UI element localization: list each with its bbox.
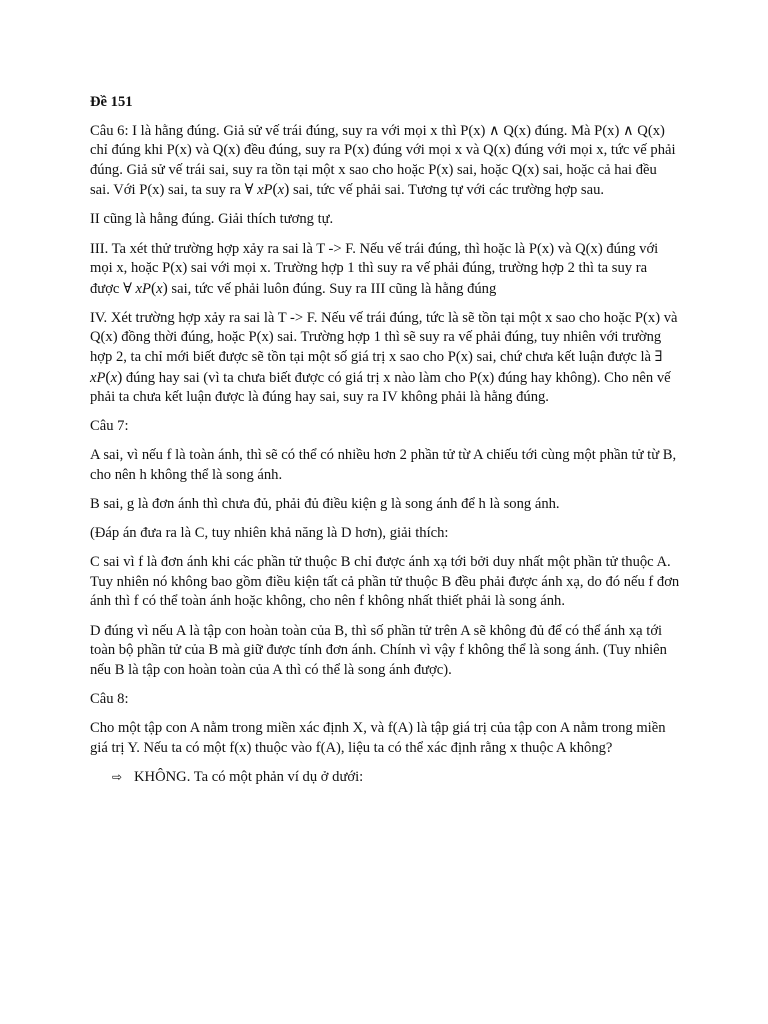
cau7-answer-d: D đúng vì nếu A là tập con hoàn toàn của B, thì số phần tử trên A sẽ không đủ để có thể ánh xạ tới toàn bộ phần tử của B mà giữ được tính đơn ánh. Chính vì vậy f không thể là song ánh. (Tuy nhiên nếu B là tập con hoàn toàn của A thì có thể là song ánh được).	[90, 622, 667, 678]
arrow-right-outline-icon: ⇨	[112, 769, 123, 784]
cau6-paragraph-2: II cũng là hằng đúng. Giải thích tương tự.	[90, 211, 334, 228]
cau6-paragraph-3: III. Ta xét thử trường hợp xảy ra sai là T -> F. Nếu vế trái đúng, thì hoặc là P(x) và Q(x) đúng với mọi x, hoặc P(x) sai với mọi x. Trường hợp 1 thì suy ra vế phải đúng, trường hợp 2 thì ta suy ra được ∀ xP(x) sai, tức vế phải luôn đúng. Suy ra III cũng là hằng đúng	[90, 240, 659, 297]
cau6-paragraph-4: IV. Xét trường hợp xảy ra sai là T -> F. Nếu vế trái đúng, tức là sẽ tồn tại một x sao cho hoặc P(x) và Q(x) đồng thời đúng, hoặc P(x) sai. Trường hợp 1 thì sẽ suy ra vế phải đúng, tuy nhiên với trường hợp 2, ta chỉ mới biết được sẽ tồn tại một số giá trị x sao cho P(x) sai, chứ chưa kết luận được là ∃ xP(x) đúng hay sai (vì ta chưa biết được có giá trị x nào làm cho P(x) đúng hay không). Cho nên vế phải ta chưa kết luận được là đúng hay sai, suy ra IV không phải là hằng đúng.	[90, 309, 678, 406]
cau8-answer-bullet	[112, 768, 680, 788]
document-title: Đề 151	[90, 94, 133, 110]
exists-formula: ∃ xP(x)	[90, 349, 663, 386]
cau7-heading: Câu 7:	[90, 418, 129, 435]
cau7-note: (Đáp án đưa ra là C, tuy nhiên khả năng là D hơn), giải thích:	[90, 525, 449, 542]
document-page	[90, 93, 680, 787]
cau7-answer-c: C sai vì f là đơn ánh khi các phần tử thuộc B chỉ được ánh xạ tới bởi duy nhất một phần tử thuộc A. Tuy nhiên nó không bao gồm điều kiện tất cả phần tử thuộc B đều phải được ánh xạ, do đó nếu f đơn ánh thì f có thể toàn ánh hoặc không, cho nên f không nhất thiết phải là song ánh.	[90, 554, 680, 610]
cau7-answer-b: B sai, g là đơn ánh thì chưa đủ, phải đủ điều kiện g là song ánh để h là song ánh.	[90, 496, 560, 513]
cau7-answer-a: A sai, vì nếu f là toàn ánh, thì sẽ có thể có nhiều hơn 2 phần tử từ A chiếu tới cùng một phần tử từ B, cho nên h không thể là song ánh.	[90, 447, 677, 483]
cau8-answer: KHÔNG. Ta có một phản ví dụ ở dưới:	[134, 768, 364, 785]
cau8-question: Cho một tập con A nằm trong miền xác định X, và f(A) là tập giá trị của tập con A nằm trong miền giá trị Y. Nếu ta có một f(x) thuộc vào f(A), liệu ta có thể xác định rằng x thuộc A không?	[90, 719, 666, 756]
cau8-heading: Câu 8:	[90, 690, 129, 707]
cau6-paragraph-1: Câu 6: I là hằng đúng. Giả sử vế trái đúng, suy ra với mọi x thì P(x) ∧ Q(x) đúng. Mà P(x) ∧ Q(x) chỉ đúng khi P(x) và Q(x) đều đúng, suy ra P(x) đúng với mọi x và Q(x) đúng với mọi x, tức vế phải đúng. Giả sử vế trái sai, suy ra tồn tại một x sao cho hoặc P(x) sai, hoặc Q(x) sai, hoặc cả hai đều sai. Với P(x) sai, ta suy ra ∀ xP(x) sai, tức vế phải sai. Tương tự với các trường hợp sau.	[90, 122, 676, 199]
forall-formula: ∀ xP(x)	[244, 181, 290, 199]
forall-formula: ∀ xP(x)	[123, 279, 168, 297]
